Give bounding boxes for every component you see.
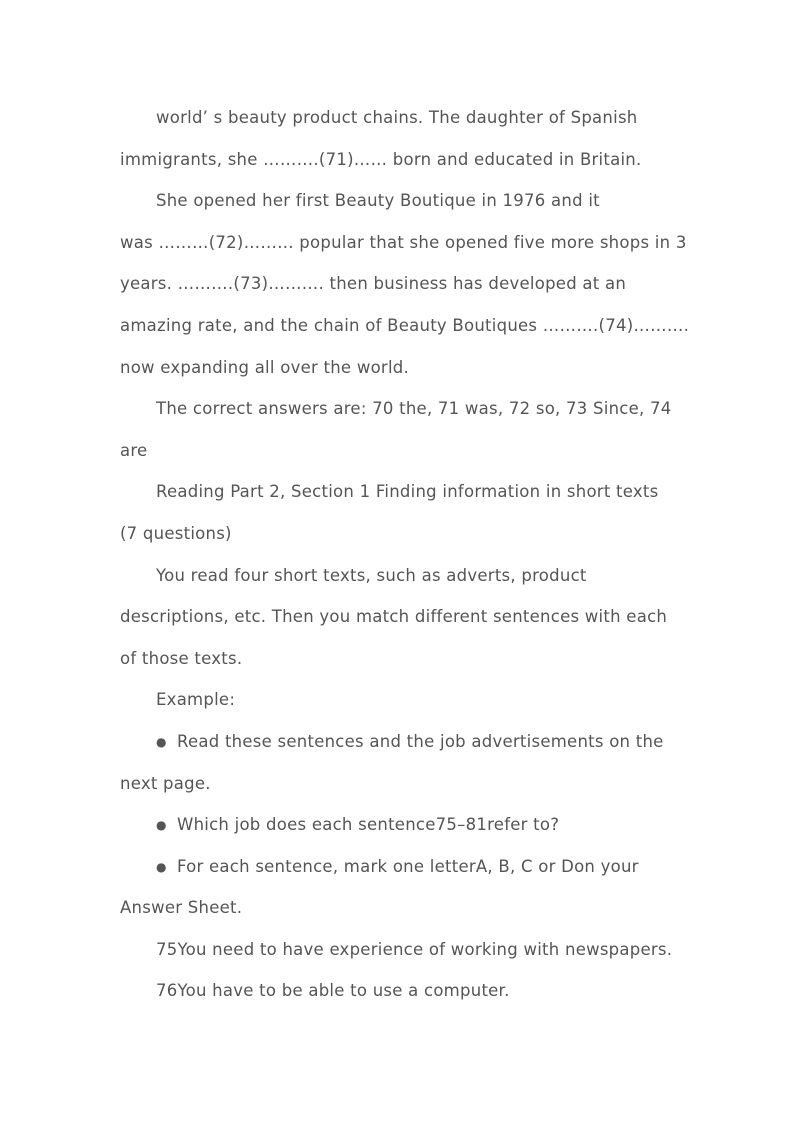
answers-line: The correct answers are: 70 the, 71 was, 72 so, 73 Since, 74 bbox=[156, 399, 672, 419]
bullet-item bbox=[120, 846, 680, 888]
bullet-item bbox=[120, 804, 680, 846]
bullet-text: Which job does each sentence75–81refer to? bbox=[177, 815, 560, 835]
text-line: years. ……….(73)………. then business has developed at an bbox=[120, 274, 627, 294]
section-heading: Reading Part 2, Section 1 Finding information in short texts bbox=[156, 482, 659, 502]
example-label: Example: bbox=[156, 690, 236, 710]
bullet-icon: ● bbox=[156, 818, 167, 833]
question-item: 76You have to be able to use a computer. bbox=[156, 981, 510, 1001]
text-line: was ………(72)……… popular that she opened five more shops in 3 bbox=[120, 232, 687, 252]
bullet-text: Read these sentences and the job advertisements on the bbox=[177, 731, 664, 751]
question-item: 75You need to have experience of working with newspapers. bbox=[156, 939, 673, 959]
section-heading: (7 questions) bbox=[120, 523, 232, 543]
bullet-text: For each sentence, mark one letterA, B, C or Don your bbox=[177, 856, 639, 876]
text-line: next page. bbox=[120, 773, 211, 793]
text-line: Answer Sheet. bbox=[120, 898, 243, 918]
bullet-icon: ● bbox=[156, 734, 167, 749]
text-line: She opened her first Beauty Boutique in 1976 and it bbox=[156, 191, 600, 211]
answers-line: are bbox=[120, 440, 148, 460]
text-line: descriptions, etc. Then you match different sentences with each bbox=[120, 607, 668, 627]
text-line: immigrants, she ……….(71)…… born and educated in Britain. bbox=[120, 149, 642, 169]
text-line: You read four short texts, such as adverts, product bbox=[156, 565, 587, 585]
text-line: now expanding all over the world. bbox=[120, 357, 410, 377]
document-body bbox=[120, 97, 690, 1012]
bullet-item bbox=[120, 721, 680, 763]
text-line: world’ s beauty product chains. The daughter of Spanish bbox=[156, 108, 638, 127]
bullet-icon: ● bbox=[156, 859, 167, 874]
text-line: of those texts. bbox=[120, 648, 243, 668]
text-line: amazing rate, and the chain of Beauty Boutiques ……….(74)………. bbox=[120, 315, 690, 335]
